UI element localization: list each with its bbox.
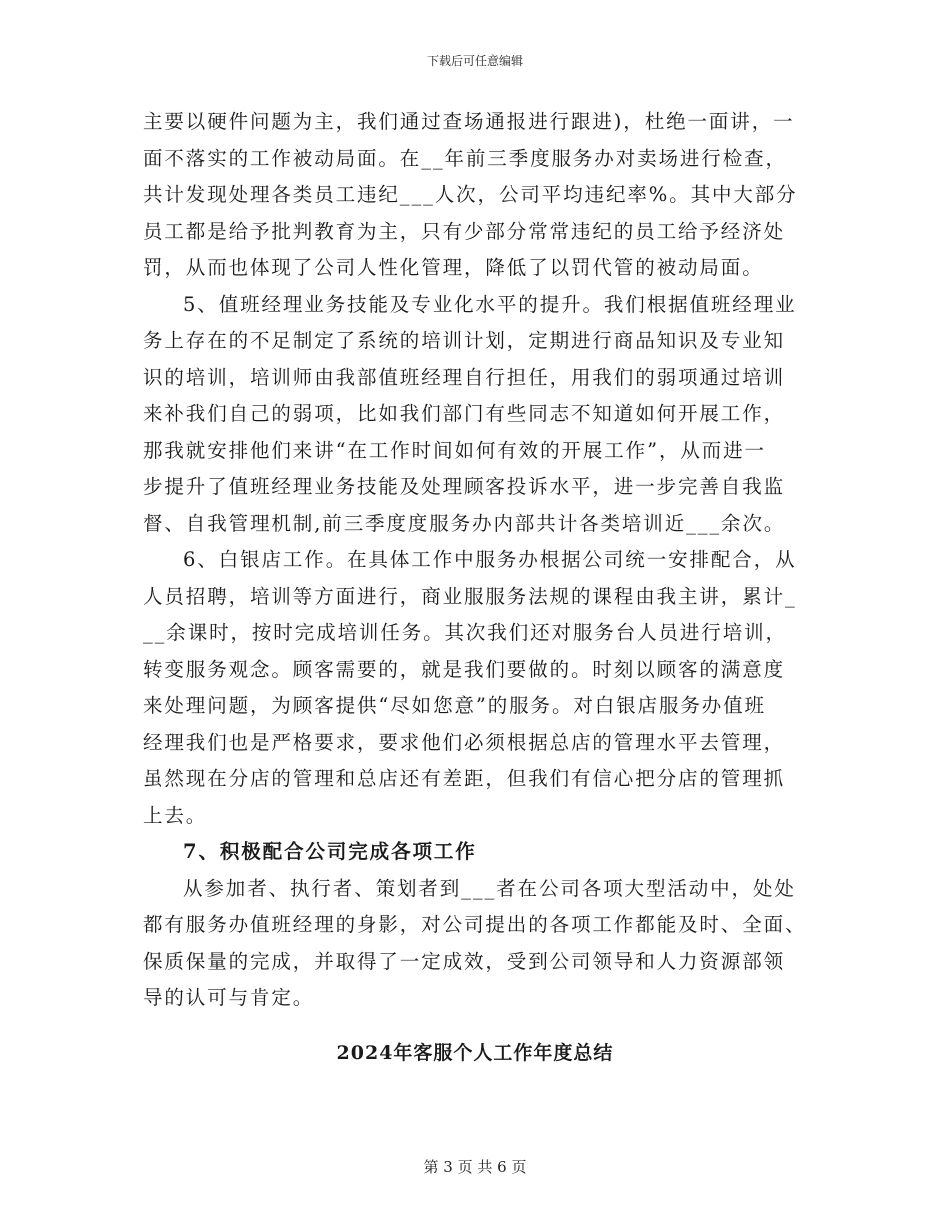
text-line: 上去。 xyxy=(143,803,208,827)
text-line: 来处理问题，为顾客提供“尽如您意”的服务。对白银店服务办值班 xyxy=(143,694,766,717)
text-line: 务上存在的不足制定了系统的培训计划，定期进行商品知识及专业知 xyxy=(143,329,786,352)
text-line: 面不落实的工作被动局面。在__年前三季度服务办对卖场进行检查， xyxy=(143,146,787,170)
page-footer: 第 3 页 共 6 页 xyxy=(423,1158,527,1176)
text-line: 那我就安排他们来讲“在工作时间如何有效的开展工作”，从而进一 xyxy=(143,438,766,462)
text-line: 5、值班经理业务技能及专业化水平的提升。我们根据值班经理业 xyxy=(183,292,797,316)
text-line: 转变服务观念。顾客需要的，就是我们要做的。时刻以顾客的满意度 xyxy=(143,657,786,681)
text-line: 步提升了值班经理业务技能及处理顾客投诉水平，进一步完善自我监 xyxy=(143,475,786,498)
text-line: 经理我们也是严格要求，要求他们必须根据总店的管理水平去管理， xyxy=(143,730,786,754)
text-line: 从参加者、执行者、策划者到___者在公司各项大型活动中，处处 xyxy=(183,876,796,900)
section-heading: 7、积极配合公司完成各项工作 xyxy=(183,840,477,863)
text-line: 虽然现在分店的管理和总店还有差距，但我们有信心把分店的管理抓 xyxy=(143,767,786,790)
text-line: 人员招聘，培训等方面进行，商业服服务法规的课程由我主讲，累计_ xyxy=(143,584,797,608)
text-line: 导的认可与肯定。 xyxy=(143,986,315,1009)
text-line: 罚，从而也体现了公司人性化管理，降低了以罚代管的被动局面。 xyxy=(143,256,764,279)
text-line: 识的培训，培训师由我部值班经理自行担任，用我们的弱项通过培训 xyxy=(143,365,786,389)
text-line: 督、自我管理机制,前三季度度服务办内部共计各类培训近___余次。 xyxy=(143,511,786,535)
text-line: 6、白银店工作。在具体工作中服务办根据公司统一安排配合，从 xyxy=(183,548,797,571)
text-line: 都有服务办值班经理的身影，对公司提出的各项工作都能及时、全面、 xyxy=(143,913,807,936)
text-line: 员工都是给予批判教育为主，只有少部分常常违纪的员工给予经济处 xyxy=(143,219,786,243)
body-text xyxy=(143,104,807,1017)
text-line: 主要以硬件问题为主，我们通过查场通报进行跟进)，杜绝一面讲，一 xyxy=(143,110,795,133)
text-line: 共计发现处理各类员工违纪___人次，公司平均违纪率%。其中大部分 xyxy=(143,183,798,206)
text-line: 保质保量的完成，并取得了一定成效，受到公司领导和人力资源部领 xyxy=(143,949,786,973)
text-line: __余课时，按时完成培训任务。其次我们还对服务台人员进行培训， xyxy=(143,621,787,644)
text-line: 来补我们自己的弱项，比如我们部门有些同志不知道如何开展工作， xyxy=(143,402,786,425)
page-header: 下载后可任意编辑 xyxy=(426,54,523,68)
document-title: 2024年客服个人工作年度总结 xyxy=(336,1042,614,1064)
